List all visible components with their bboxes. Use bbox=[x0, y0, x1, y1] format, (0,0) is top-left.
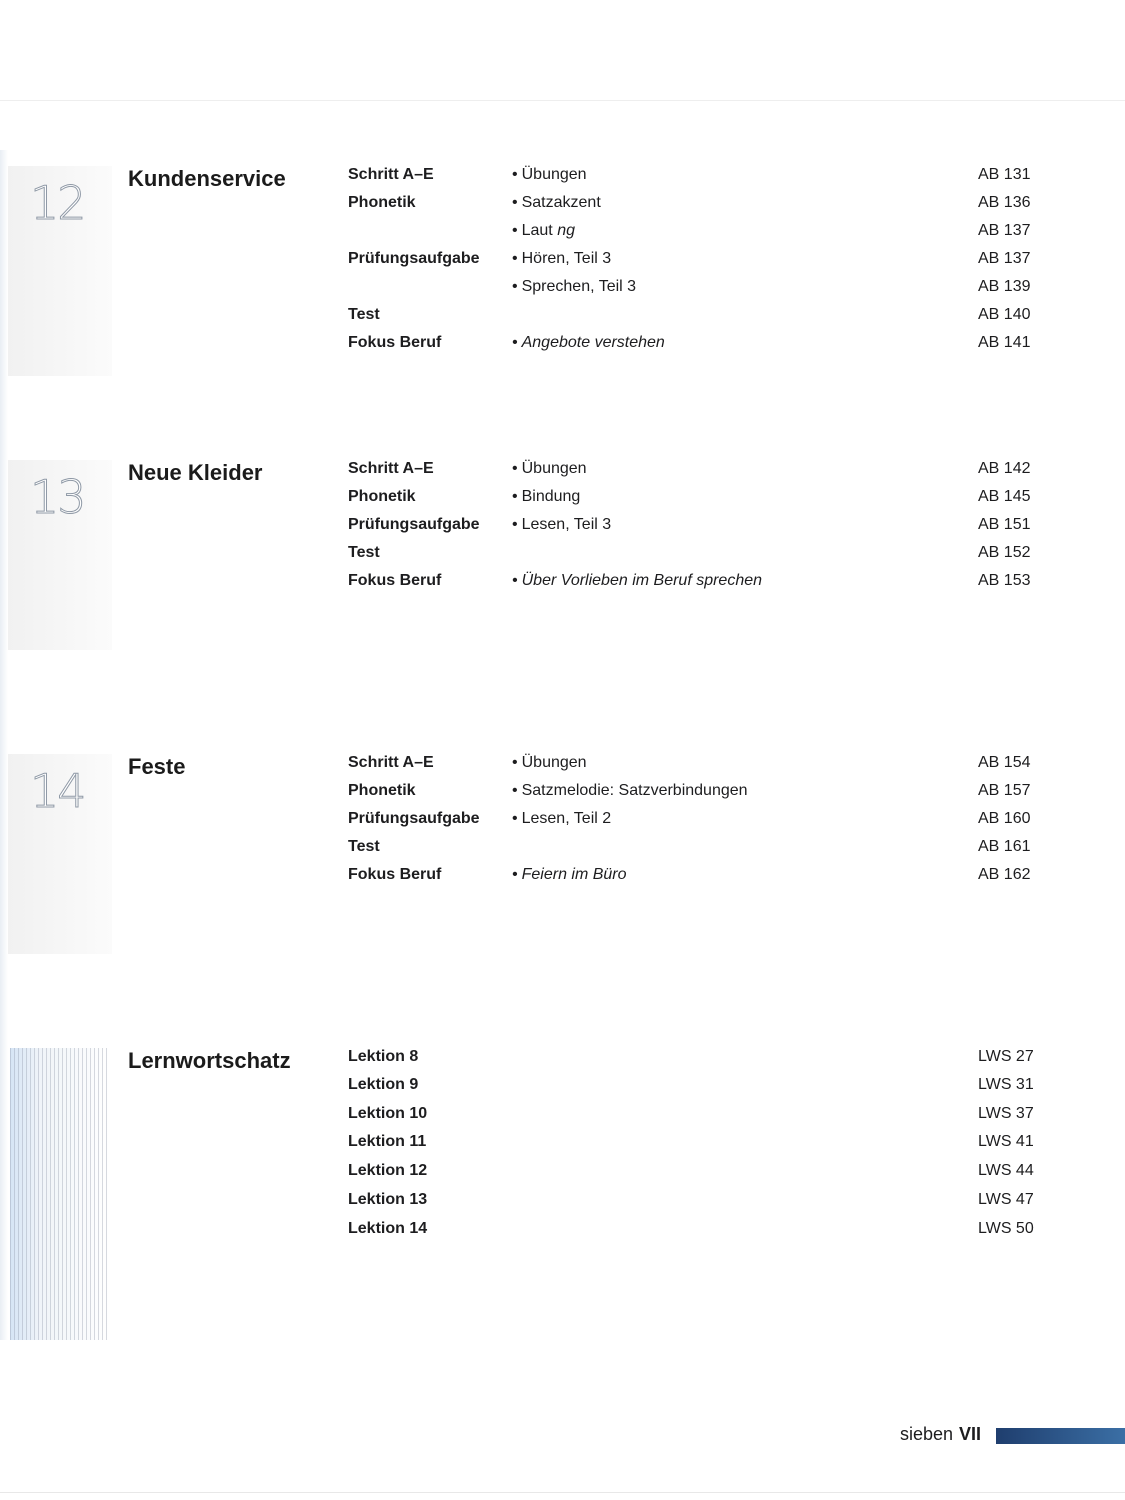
page-number-word: sieben bbox=[900, 1424, 954, 1444]
section-number: 12 bbox=[30, 176, 85, 230]
footer-accent-bar bbox=[996, 1428, 1125, 1444]
toc-row bbox=[0, 1133, 1125, 1161]
row-label: Prüfungsaufgabe bbox=[348, 250, 480, 267]
row-item: • Sprechen, Teil 3 bbox=[512, 278, 637, 295]
page-number-roman: VII bbox=[959, 1424, 982, 1444]
page-ref: AB 139 bbox=[978, 278, 1031, 295]
page-ref: LWS 37 bbox=[978, 1105, 1034, 1122]
row-label: Test bbox=[348, 306, 380, 323]
toc-row bbox=[0, 866, 1125, 894]
page-ref: AB 137 bbox=[978, 222, 1031, 239]
toc-row bbox=[0, 754, 1125, 782]
row-label: Schritt A–E bbox=[348, 754, 434, 771]
row-item: • Angebote verstehen bbox=[512, 334, 665, 351]
toc-row bbox=[0, 166, 1125, 194]
row-item: • Feiern im Büro bbox=[512, 866, 627, 883]
toc-row bbox=[0, 1105, 1125, 1133]
toc-row bbox=[0, 278, 1125, 306]
section-number: 14 bbox=[30, 764, 85, 818]
toc-row bbox=[0, 222, 1125, 250]
row-label: Phonetik bbox=[348, 782, 416, 799]
row-label: Lektion 9 bbox=[348, 1076, 419, 1093]
toc-row bbox=[0, 306, 1125, 334]
page-ref: LWS 41 bbox=[978, 1133, 1034, 1150]
section-title: Feste bbox=[128, 754, 186, 779]
row-item: • Übungen bbox=[512, 754, 587, 771]
row-label: Lektion 10 bbox=[348, 1105, 428, 1122]
page-ref: AB 142 bbox=[978, 460, 1031, 477]
row-item: • Satzmelodie: Satzverbindungen bbox=[512, 782, 748, 799]
row-label: Fokus Beruf bbox=[348, 866, 442, 883]
row-label: Test bbox=[348, 838, 380, 855]
row-label: Lektion 8 bbox=[348, 1048, 419, 1065]
row-item: • Bindung bbox=[512, 488, 581, 505]
page-ref: LWS 44 bbox=[978, 1162, 1034, 1179]
row-item: • Hören, Teil 3 bbox=[512, 250, 612, 267]
row-item: • Lesen, Teil 3 bbox=[512, 516, 612, 533]
row-item: • Laut ng bbox=[512, 222, 575, 239]
row-label: Fokus Beruf bbox=[348, 334, 442, 351]
section-title: Kundenservice bbox=[128, 166, 286, 191]
page-ref: LWS 27 bbox=[978, 1048, 1034, 1065]
row-label: Lektion 12 bbox=[348, 1162, 428, 1179]
row-label: Phonetik bbox=[348, 194, 416, 211]
page-ref: AB 157 bbox=[978, 782, 1031, 799]
page-ref: AB 151 bbox=[978, 516, 1031, 533]
toc-row bbox=[0, 810, 1125, 838]
toc-row bbox=[0, 1220, 1125, 1248]
page-ref: AB 162 bbox=[978, 866, 1031, 883]
row-label: Lektion 13 bbox=[348, 1191, 428, 1208]
row-label: Test bbox=[348, 544, 380, 561]
page-ref: AB 152 bbox=[978, 544, 1031, 561]
row-item: • Lesen, Teil 2 bbox=[512, 810, 612, 827]
row-label: Schritt A–E bbox=[348, 166, 434, 183]
toc-row bbox=[0, 250, 1125, 278]
row-label: Lektion 11 bbox=[348, 1133, 427, 1150]
toc-row bbox=[0, 1048, 1125, 1076]
toc-row bbox=[0, 460, 1125, 488]
bottom-divider bbox=[0, 1492, 1125, 1493]
page-ref: AB 141 bbox=[978, 334, 1031, 351]
row-label: Phonetik bbox=[348, 488, 416, 505]
toc-row bbox=[0, 838, 1125, 866]
row-item: • Über Vorlieben im Beruf sprechen bbox=[512, 572, 763, 589]
row-label: Schritt A–E bbox=[348, 460, 434, 477]
toc-row bbox=[0, 782, 1125, 810]
toc-row bbox=[0, 1076, 1125, 1104]
section-number: 13 bbox=[30, 470, 85, 524]
row-label: Prüfungsaufgabe bbox=[348, 810, 480, 827]
page-ref: LWS 31 bbox=[978, 1076, 1034, 1093]
toc-row bbox=[0, 1162, 1125, 1190]
toc-row bbox=[0, 1191, 1125, 1219]
toc-row bbox=[0, 194, 1125, 222]
row-item: • Übungen bbox=[512, 460, 587, 477]
page-number bbox=[900, 1424, 981, 1445]
page-ref: AB 145 bbox=[978, 488, 1031, 505]
top-divider bbox=[0, 100, 1125, 101]
section-title: Lernwortschatz bbox=[128, 1048, 291, 1073]
page-ref: AB 140 bbox=[978, 306, 1031, 323]
toc-row bbox=[0, 488, 1125, 516]
page-ref: AB 161 bbox=[978, 838, 1031, 855]
row-label: Prüfungsaufgabe bbox=[348, 516, 480, 533]
toc-row bbox=[0, 572, 1125, 600]
toc-row bbox=[0, 334, 1125, 362]
row-label: Fokus Beruf bbox=[348, 572, 442, 589]
page-ref: AB 137 bbox=[978, 250, 1031, 267]
page-ref: AB 136 bbox=[978, 194, 1031, 211]
page-ref: AB 153 bbox=[978, 572, 1031, 589]
page-ref: LWS 50 bbox=[978, 1220, 1034, 1237]
page-ref: AB 154 bbox=[978, 754, 1031, 771]
row-item: • Übungen bbox=[512, 166, 587, 183]
page-ref: AB 160 bbox=[978, 810, 1031, 827]
toc-row bbox=[0, 544, 1125, 572]
page-ref: LWS 47 bbox=[978, 1191, 1034, 1208]
page-ref: AB 131 bbox=[978, 166, 1031, 183]
row-item: • Satzakzent bbox=[512, 194, 601, 211]
row-label: Lektion 14 bbox=[348, 1220, 428, 1237]
toc-row bbox=[0, 516, 1125, 544]
section-title: Neue Kleider bbox=[128, 460, 263, 485]
